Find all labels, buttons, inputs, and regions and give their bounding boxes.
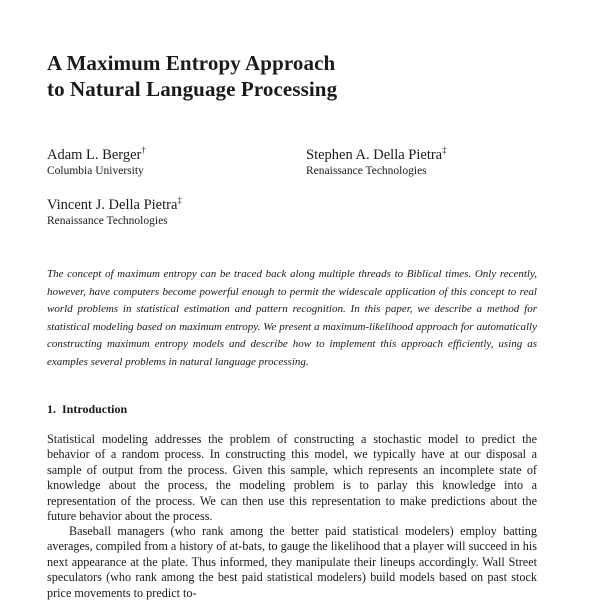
section-number: 1. [47, 402, 56, 416]
body-paragraph-2: Baseball managers (who rank among the better paid statistical modelers) employ batting averages, compiled from a history of at-bats, to gauge the likelihood that a player will succeed in his next appearance at the plate. Thus informed, they manipulate their lineups accordingly. Wall Street speculators (who rank among the best paid statistical modelers) build models based on past stock price movements to predict to- [47, 524, 537, 600]
author-footnote-mark: ‡ [442, 145, 447, 156]
author-name-line [306, 147, 447, 164]
author-affiliation: Renaissance Technologies [47, 215, 168, 227]
author-name-line [47, 197, 182, 214]
author-name: Stephen A. Della Pietra [306, 147, 443, 163]
author-name: Adam L. Berger [47, 147, 142, 163]
title-line-2: to Natural Language Processing [47, 77, 338, 101]
paper-title [47, 50, 337, 102]
title-line-1: A Maximum Entropy Approach [47, 51, 336, 75]
section-title: Introduction [62, 402, 128, 416]
body-paragraph-1: Statistical modeling addresses the problem of constructing a stochastic model to predict the behavior of a random process. In constructing this model, we typically have at our disposal a sample of output from the process. Given this sample, which represents an incomplete state of knowledge about the process, the modeling problem is to parlay this knowledge into a representation of the process. We can then use this representation to make predictions about the future behavior about the process. [47, 432, 537, 524]
author-block-vincent-della-pietra [47, 197, 182, 229]
abstract: The concept of maximum entropy can be traced back along multiple threads to Biblical times. Only recently, however, have computers become powerful enough to permit the widescale application of this concept to real world problems in statistical estimation and pattern recognition. In this paper, we describe a method for statistical modeling based on maximum entropy. We present a maximum-likelihood approach for automatically constructing maximum entropy models and describe how to implement this approach efficiently, using as examples several problems in natural language processing. [47, 268, 537, 368]
author-footnote-mark: † [141, 145, 146, 156]
author-name-line [47, 147, 146, 164]
author-affiliation: Renaissance Technologies [306, 165, 427, 177]
author-affiliation: Columbia University [47, 165, 144, 177]
author-block-stephen-della-pietra [306, 147, 447, 179]
author-block-berger [47, 147, 146, 179]
author-footnote-mark: ‡ [177, 195, 182, 206]
author-name: Vincent J. Della Pietra [47, 197, 178, 213]
section-heading-introduction [47, 401, 127, 417]
